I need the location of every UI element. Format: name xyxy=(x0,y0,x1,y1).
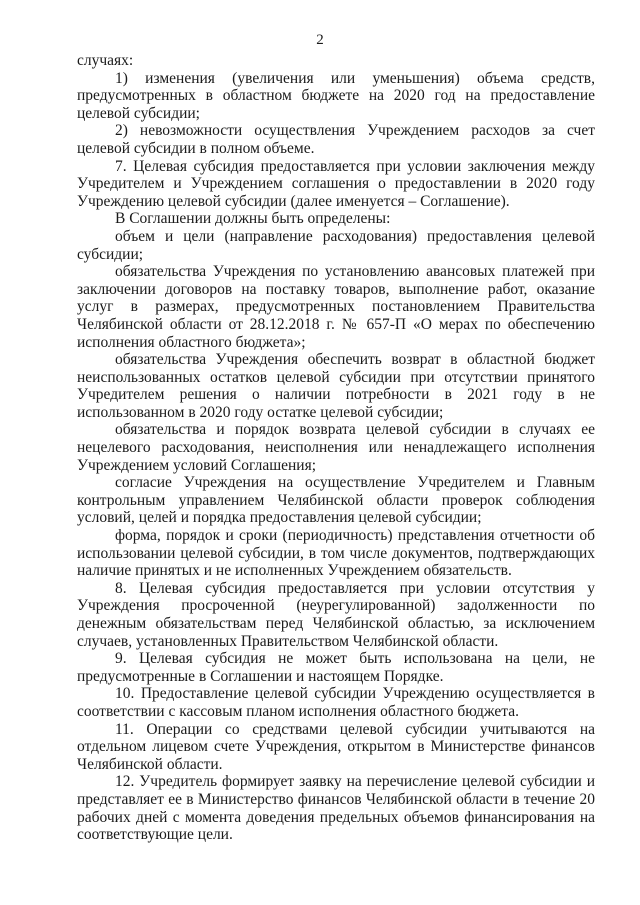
paragraph-advance-payments: обязательства Учреждения по установлению авансовых платежей при заключении договоров на поставку товаров, выполнение работ, оказание услуг в размерах, предусмотренных постановлением Правительства Челябинской области от 28.12.2018 г. № 657-П «О мерах по обеспечению исполнения областного бюджета»; xyxy=(77,263,595,351)
paragraph-inspection-consent: согласие Учреждения на осуществление Учредителем и Главным контрольным управлением Челябинской области проверок соблюдения условий, целей и порядка предоставления целевой субсидии; xyxy=(77,474,595,527)
paragraph-item-1: 1) изменения (увеличения или уменьшения) объема средств, предусмотренных в областном бюджете на 2020 год на предоставление целевой субсидии; xyxy=(77,69,595,122)
page-number: 2 xyxy=(316,32,324,48)
paragraph-misuse-return: обязательства и порядок возврата целевой субсидии в случаях ее нецелевого расходования, неисполнения или ненадлежащего исполнения Учреждением условий Соглашения; xyxy=(77,421,595,474)
paragraph-item-2: 2) невозможности осуществления Учреждением расходов за счет целевой субсидии в полном объеме. xyxy=(77,122,595,157)
paragraph-continuation: случаях: xyxy=(77,52,134,69)
paragraph-return-obligation: обязательства Учреждения обеспечить возврат в областной бюджет неиспользованных остатков целевой субсидии при отсутствии принятого Учредителем решения о наличии потребности в 2021 году в не использованном в 2020 году остатке целевой субсидии; xyxy=(77,351,595,421)
paragraph-clause-9: 9. Целевая субсидия не может быть использована на цели, не предусмотренные в Соглашении и настоящем Порядке. xyxy=(77,650,595,685)
document-body xyxy=(77,52,595,844)
paragraph-clause-8: 8. Целевая субсидия предоставляется при условии отсутствия у Учреждения просроченной (неурегулированной) задолженности по денежным обязательствам перед Челябинской областью, за исключением случаев, установленных Правительством Челябинской области. xyxy=(77,579,595,650)
paragraph-clause-10: 10. Предоставление целевой субсидии Учреждению осуществляется в соответствии с кассовым планом исполнения областного бюджета. xyxy=(77,685,595,720)
paragraph-agreement-intro: В Соглашении должны быть определены: xyxy=(115,210,391,228)
paragraph-agreement-scope: объем и цели (направление расходования) предоставления целевой субсидии; xyxy=(77,227,595,263)
paragraph-clause-11: 11. Операции со средствами целевой субсидии учитываются на отдельном лицевом счете Учреждения, открытом в Министерстве финансов Челябинской области. xyxy=(77,720,595,773)
paragraph-clause-7: 7. Целевая субсидия предоставляется при условии заключения между Учредителем и Учреждением соглашения о предоставлении в 2020 году Учреждению целевой субсидии (далее именуется – Соглашение). xyxy=(77,157,595,210)
paragraph-reporting: форма, порядок и сроки (периодичность) представления отчетности об использовании целевой субсидии, в том числе документов, подтверждающих наличие принятых и не исполненных Учреждением обязательств. xyxy=(77,527,595,580)
paragraph-clause-12: 12. Учредитель формирует заявку на перечисление целевой субсидии и представляет ее в Министерство финансов Челябинской области в течение 20 рабочих дней с момента доведения предельных объемов финансирования на соответствующие цели. xyxy=(77,773,595,844)
